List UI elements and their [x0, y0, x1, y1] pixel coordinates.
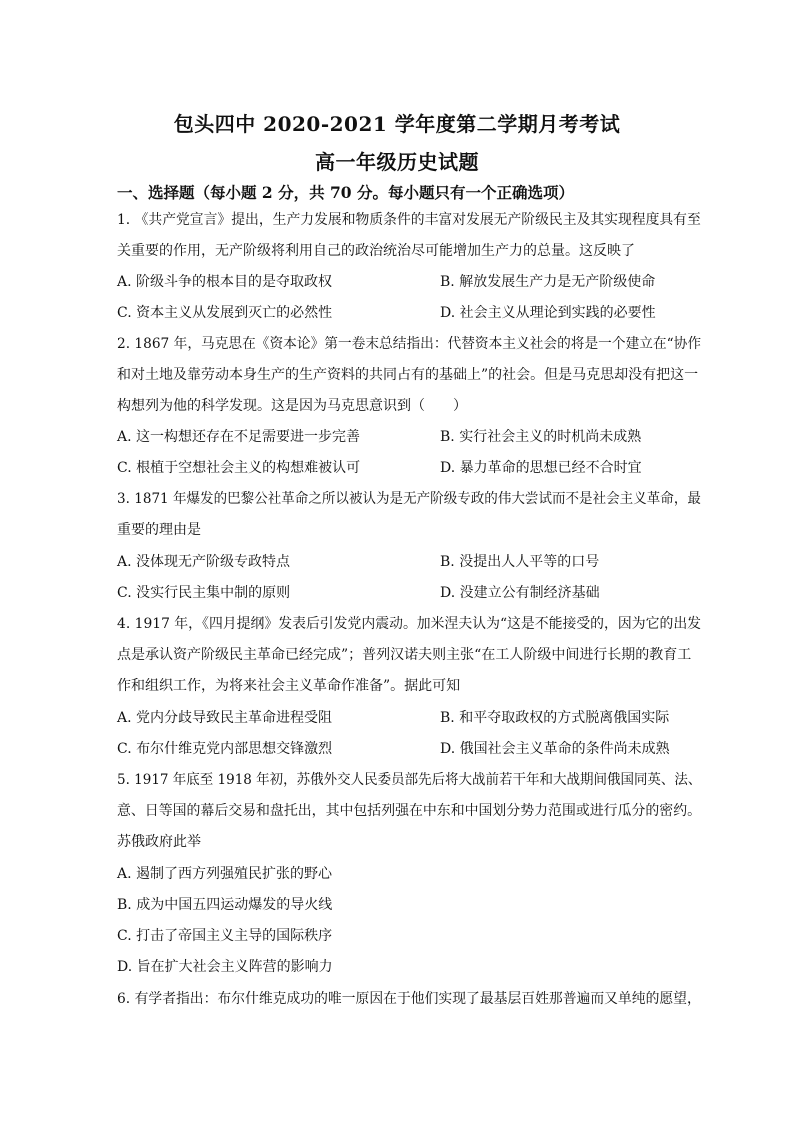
exam-subtitle: 高一年级历史试题 [315, 150, 479, 174]
exam-title: 包头四中 2020-2021 学年度第二学期月考考试 [173, 112, 621, 136]
question-5-option-b: B. 成为中国五四运动爆发的导火线 [117, 897, 333, 913]
question-4-line-1: 4. 1917 年，《四月提纲》发表后引发党内震动。加米涅夫认为“这是不能接受的，因为它的出发 [117, 616, 702, 632]
question-1-option-b: B. 解放发展生产力是无产阶级使命 [440, 274, 656, 290]
question-4-line-3: 作和组织工作，为将来社会主义革命作准备”。据此可知 [117, 678, 461, 694]
question-1-option-d: D. 社会主义从理论到实践的必要性 [440, 305, 656, 321]
question-2-option-c: C. 根植于空想社会主义的构想难被认可 [117, 460, 361, 476]
section-heading: 一、选择题（每小题 2 分，共 70 分。每小题只有一个正确选项） [117, 183, 574, 202]
question-4-option-b: B. 和平夺取政权的方式脱离俄国实际 [440, 710, 670, 726]
question-2-option-a: A. 这一构想还存在不足需要进一步完善 [117, 429, 361, 445]
question-5-option-c: C. 打击了帝国主义主导的国际秩序 [117, 928, 333, 944]
question-5-option-d: D. 旨在扩大社会主义阵营的影响力 [117, 959, 333, 975]
question-3-option-b: B. 没提出人人平等的口号 [440, 554, 600, 570]
question-5-line-3: 苏俄政府此举 [117, 834, 201, 850]
question-3-option-d: D. 没建立公有制经济基础 [440, 585, 600, 601]
question-4-line-2: 点是承认资产阶级民主革命已经完成”；普列汉诺夫则主张“在工人阶级中间进行长期的教育工 [117, 647, 692, 663]
question-2-option-b: B. 实行社会主义的时机尚未成熟 [440, 429, 642, 445]
question-5-line-2: 意、日等国的幕后交易和盘托出，其中包括列强在中东和中国划分势力范围或进行瓜分的密约。 [117, 803, 701, 819]
question-3-line-2: 重要的理由是 [117, 522, 201, 538]
question-1-option-a: A. 阶级斗争的根本目的是夺取政权 [117, 274, 333, 290]
question-1-option-c: C. 资本主义从发展到灭亡的必然性 [117, 305, 333, 321]
question-5-option-a: A. 遏制了西方列强殖民扩张的野心 [117, 866, 333, 882]
question-2-line-1: 2. 1867 年，马克思在《资本论》第一卷末总结指出：代替资本主义社会的将是一个建立在“协作 [117, 336, 702, 352]
question-1-line-1: 1. 《共产党宣言》提出，生产力发展和物质条件的丰富对发展无产阶级民主及其实现程度具有至 [117, 212, 701, 228]
question-3-line-1: 3. 1871 年爆发的巴黎公社革命之所以被认为是无产阶级专政的伟大尝试而不是社会主义革命，最 [117, 491, 701, 507]
question-2-option-d: D. 暴力革命的思想已经不合时宜 [440, 460, 642, 476]
question-4-option-d: D. 俄国社会主义革命的条件尚未成熟 [440, 741, 670, 757]
question-4-option-a: A. 党内分歧导致民主革命进程受阻 [117, 710, 333, 726]
question-2-line-2: 和对土地及靠劳动本身生产的生产资料的共同占有的基础上”的社会。但是马克思却没有把这一 [117, 367, 699, 383]
question-6-line-1: 6. 有学者指出：布尔什维克成功的唯一原因在于他们实现了最基层百姓那普遍而又单纯的愿望， [117, 991, 701, 1007]
question-5-line-1: 5. 1917 年底至 1918 年初，苏俄外交人民委员部先后将大战前若干年和大战期间俄国同英、法、 [117, 772, 702, 788]
question-2-line-3: 构想列为他的科学发现。这是因为马克思意识到（ ） [117, 398, 467, 414]
question-1-line-2: 关重要的作用，无产阶级将利用自己的政治统治尽可能增加生产力的总量。这反映了 [117, 243, 635, 259]
question-3-option-c: C. 没实行民主集中制的原则 [117, 585, 291, 601]
question-4-option-c: C. 布尔什维克党内部思想交锋激烈 [117, 741, 333, 757]
question-3-option-a: A. 没体现无产阶级专政特点 [117, 554, 291, 570]
